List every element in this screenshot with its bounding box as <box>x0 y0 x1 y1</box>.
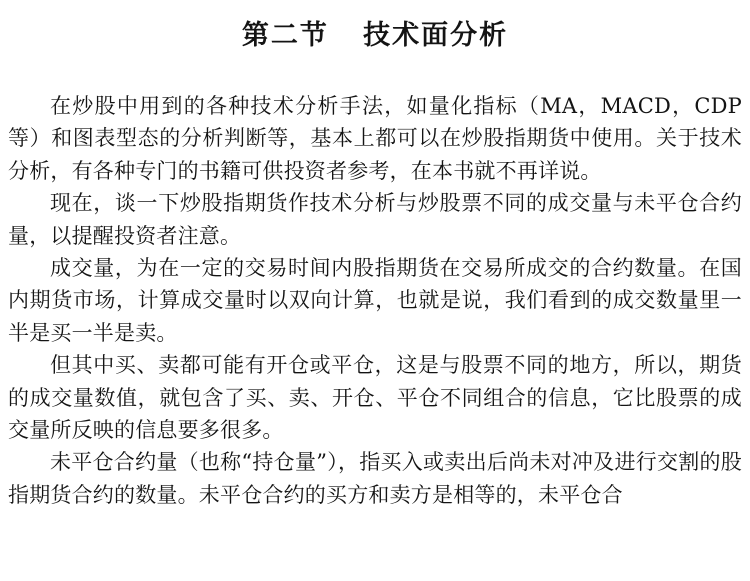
body-text <box>8 90 742 511</box>
paragraph-volume-open-interest-intro: 现在，谈一下炒股指期货作技术分析与炒股票不同的成交量与未平仓合约量，以提醒投资者注意。 <box>8 191 742 248</box>
paragraph-technical-analysis-methods: 在炒股中用到的各种技术分析手法，如量化指标（MA，MACD，CDP等）和图表型态的分析判断等，基本上都可以在炒股指期货中使用。关于技术分析，有各种专门的书籍可供投资者参考，在本书就不再详说。 <box>8 94 742 183</box>
section-title: 第二节 技术面分析 <box>241 20 509 51</box>
paragraph-volume-definition: 成交量，为在一定的交易时间内股指期货在交易所成交的合约数量。在国内期货市场，计算成交量时以双向计算，也就是说，我们看到的成交数量里一半是买一半是卖。 <box>8 256 742 345</box>
paragraph-volume-information: 但其中买、卖都可能有开仓或平仓，这是与股票不同的地方，所以，期货的成交量数值，就包含了买、卖、开仓、平仓不同组合的信息，它比股票的成交量所反映的信息要多很多。 <box>8 353 742 443</box>
paragraph-open-interest-definition: 未平仓合约量（也称“持仓量”），指买入或卖出后尚未对冲及进行交割的股指期货合约的数量。未平仓合约的买方和卖方是相等的，未平仓合 <box>8 450 742 507</box>
